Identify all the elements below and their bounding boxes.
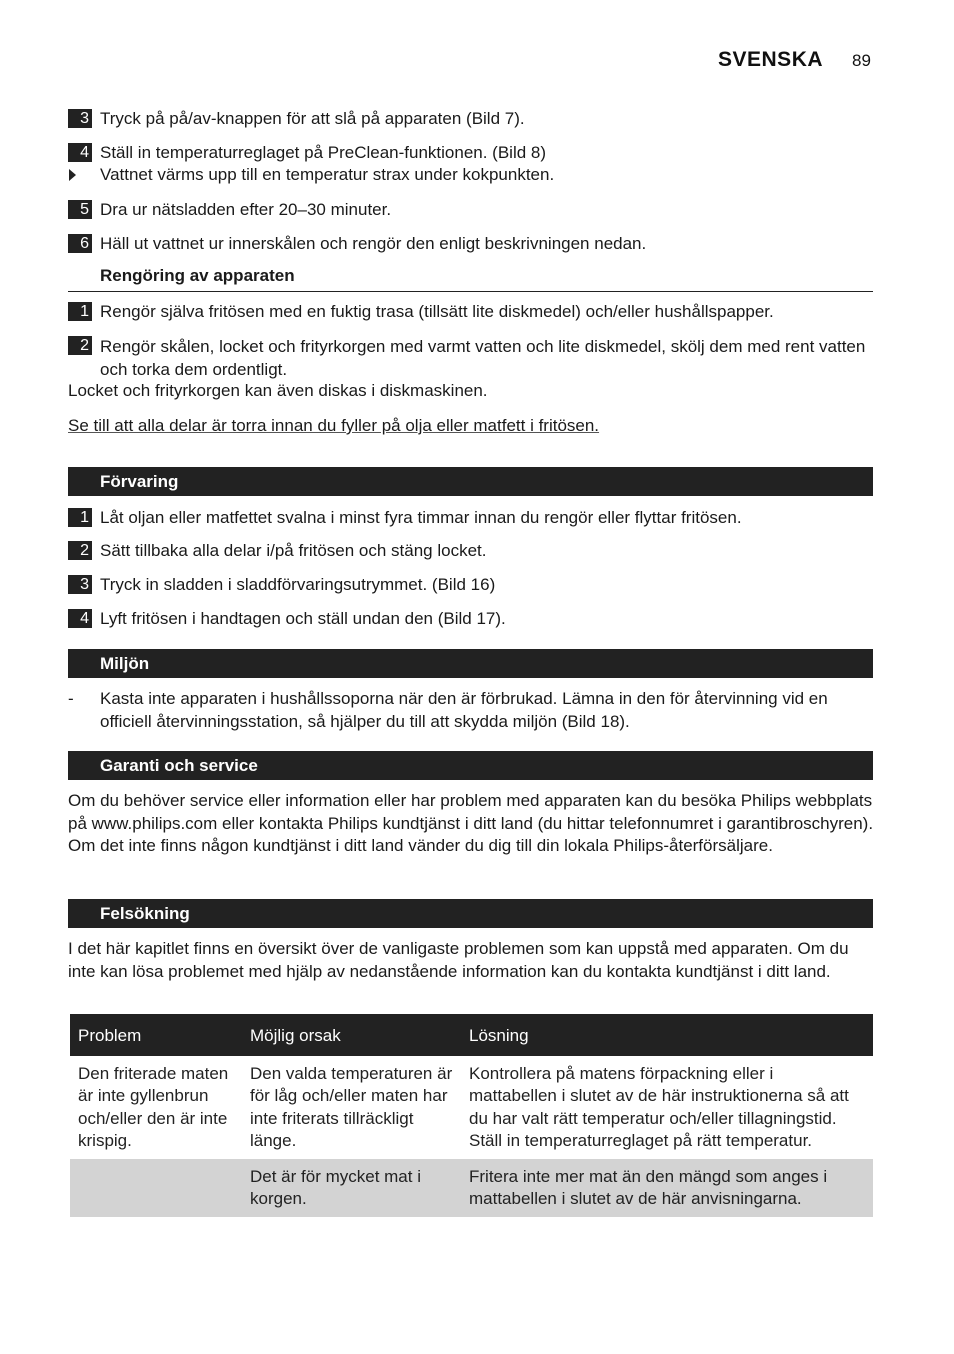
step-item <box>68 608 873 630</box>
step-text: Tryck på på/av-knappen för att slå på apparaten (Bild 7). <box>100 109 525 128</box>
environment-text: Kasta inte apparaten i hushållssoporna när den är förbrukad. Lämna in den för återvinning vid en officiell återvinningsstation, så hjälper du till att skydda miljön (Bild 18). <box>100 689 828 731</box>
table-cell: Den valda temperaturen är för låg och/eller maten har inte friterats tillräckligt länge. <box>250 1063 453 1150</box>
dry-note-text: Se till att alla delar är torra innan du fyller på olja eller matfett i fritösen. <box>68 416 600 435</box>
step-text: Låt oljan eller matfettet svalna i minst fyra timmar innan du rengör eller flyttar fritösen. <box>100 508 742 527</box>
step-number: 2 <box>68 336 92 355</box>
table-row <box>70 1056 873 1159</box>
step-text: Ställ in temperaturreglaget på PreClean-funktionen. (Bild 8) <box>100 143 547 162</box>
environment-item <box>68 688 874 733</box>
troubleshooting-heading: Felsökning <box>68 899 873 928</box>
step-text: Rengör själva fritösen med en fuktig trasa (tillsätt lite diskmedel) och/eller hushållspapper. <box>100 302 774 321</box>
step-number: 2 <box>68 541 92 560</box>
column-header: Problem <box>70 1014 242 1056</box>
step-number: 3 <box>68 575 92 594</box>
heading-divider <box>68 291 873 292</box>
environment-heading: Miljön <box>68 649 873 678</box>
step-number: 1 <box>68 302 92 321</box>
step-item <box>68 574 873 596</box>
arrow-bullet-icon <box>69 169 76 181</box>
step-number: 5 <box>68 200 92 219</box>
dash-marker: - <box>68 689 74 708</box>
table-cell <box>70 1159 242 1217</box>
table-header-row <box>70 1014 873 1056</box>
step-item <box>68 507 873 529</box>
troubleshooting-intro: I det här kapitlet finns en översikt över de vanligaste problemen som kan uppstå med apparaten. Om du inte kan lösa problemet med hjälp av nedanstående information kan du kontakta kundtjänst i ditt land. <box>68 939 849 981</box>
step-item <box>68 233 873 255</box>
column-header: Möjlig orsak <box>242 1014 461 1056</box>
guarantee-text: Om du behöver service eller information eller har problem med apparaten kan du besöka Philips webbplats på www.philips.com eller kontakta Philips kundtjänst i ditt land (du hittar telefonnumret i garantibroschyren). Om det inte finns någon kundtjänst i ditt land vänder du dig till din lokala Philips-återförsäljare. <box>68 791 874 855</box>
step-number: 4 <box>68 609 92 628</box>
storage-heading: Förvaring <box>68 467 873 496</box>
cleaning-heading: Rengöring av apparaten <box>100 266 295 285</box>
table-cell: Den friterade maten är inte gyllenbrun och/eller den är inte krispig. <box>78 1063 229 1150</box>
page-number: 89 <box>852 51 871 70</box>
step-text: Lyft fritösen i handtagen och ställ undan den (Bild 17). <box>100 609 506 628</box>
step-number: 3 <box>68 109 92 128</box>
troubleshooting-table <box>70 1014 873 1217</box>
table-cell: Fritera inte mer mat än den mängd som anges i mattabellen i slutet av de här anvisningarna. <box>461 1159 873 1217</box>
step-item <box>68 199 873 221</box>
step-item <box>68 301 873 323</box>
step-item <box>68 540 873 562</box>
guarantee-heading: Garanti och service <box>68 751 873 780</box>
table-row <box>70 1159 873 1217</box>
step-item <box>68 142 873 164</box>
language-label: SVENSKA <box>718 48 824 71</box>
bullet-text: Vattnet värms upp till en temperatur strax under kokpunkten. <box>100 165 555 184</box>
step-text: Sätt tillbaka alla delar i/på fritösen och stäng locket. <box>100 541 487 560</box>
table-cell: Kontrollera på matens förpackning eller i mattabellen i slutet av de här instruktionerna så att du har valt rätt temperatur och/eller tillagningstid. Ställ in temperaturreglaget på rätt temperatur. <box>469 1063 849 1150</box>
column-header: Lösning <box>461 1014 873 1056</box>
step-text: Dra ur nätsladden efter 20–30 minuter. <box>100 200 392 219</box>
dry-note <box>68 415 874 438</box>
step-item <box>68 335 873 381</box>
step-number: 4 <box>68 143 92 162</box>
table-cell: Det är för mycket mat i korgen. <box>242 1159 461 1217</box>
step-number: 1 <box>68 508 92 527</box>
step-text: Tryck in sladden i sladdförvaringsutrymmet. (Bild 16) <box>100 575 496 594</box>
result-bullet <box>68 164 554 186</box>
step-item <box>68 108 873 130</box>
step-number: 6 <box>68 234 92 253</box>
step-text: Rengör skålen, locket och frityrkorgen med varmt vatten och lite diskmedel, skölj dem med rent vatten och torka dem ordentligt. <box>100 337 866 379</box>
step-text: Häll ut vattnet ur innerskålen och rengör den enligt beskrivningen nedan. <box>100 234 647 253</box>
dishwasher-note: Locket och frityrkorgen kan även diskas i diskmaskinen. <box>68 381 488 400</box>
